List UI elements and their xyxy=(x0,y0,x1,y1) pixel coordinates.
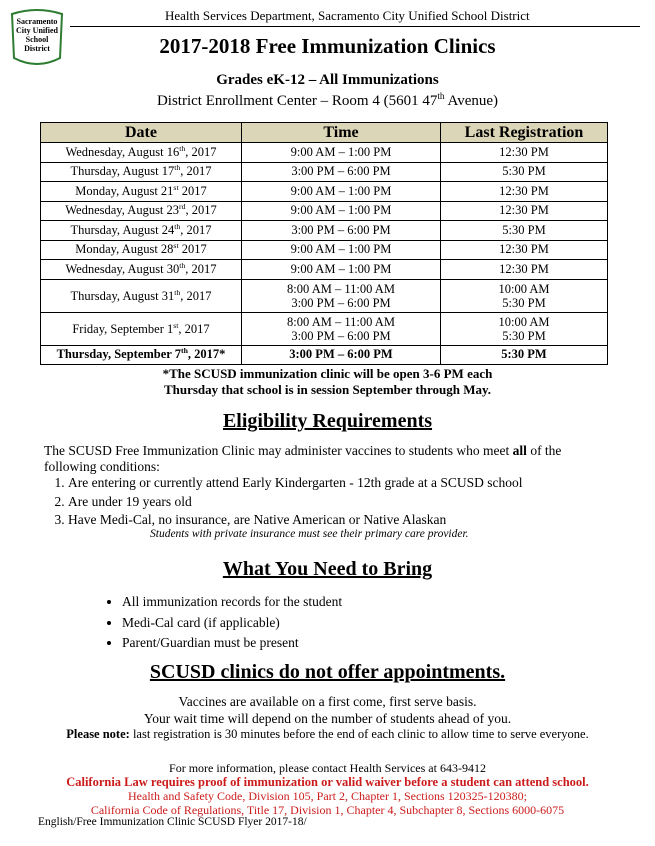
time-range: 3:00 PM – 6:00 PM xyxy=(291,164,391,179)
date-superscript: th xyxy=(179,143,186,153)
cell-date xyxy=(41,240,242,260)
cell-date xyxy=(41,201,242,221)
date-text: Thursday, September 7 xyxy=(56,347,182,362)
table-row xyxy=(41,279,608,312)
table-row xyxy=(41,182,608,202)
serve-line: Vaccines are available on a first come, first serve basis. xyxy=(178,694,477,709)
date-text: Thursday, August 24 xyxy=(70,222,175,237)
list-item: 2. Are under 19 years old xyxy=(68,493,523,512)
cell-last-registration xyxy=(441,201,608,221)
cell-last-registration xyxy=(441,182,608,202)
cell-date xyxy=(41,260,242,280)
last-time: 5:30 PM xyxy=(501,347,547,362)
cell-date xyxy=(41,279,242,312)
serve-info xyxy=(0,694,655,727)
cell-time xyxy=(242,260,441,280)
list-item: 3. Have Medi-Cal, no insurance, are Native American or Native Alaskan xyxy=(68,511,523,530)
cell-last-registration xyxy=(441,345,608,365)
date-text: Monday, August 28 xyxy=(75,242,174,257)
date-year: 2017 xyxy=(178,183,207,198)
last-time: 12:30 PM xyxy=(499,242,549,257)
date-text: Wednesday, August 23 xyxy=(65,203,180,218)
date-year: , 2017 xyxy=(180,164,212,179)
date-year: , 2017 xyxy=(185,261,217,276)
date-superscript: st xyxy=(173,241,179,251)
last-time: 12:30 PM xyxy=(499,183,549,198)
date-text: Thursday, August 17 xyxy=(70,164,175,179)
date-year: , 2017 xyxy=(178,321,210,336)
list-item: • All immunization records for the student xyxy=(122,592,342,613)
cell-last-registration xyxy=(441,260,608,280)
cell-time xyxy=(242,279,441,312)
date-year: , 2017 xyxy=(185,203,217,218)
list-item: 1. Are entering or currently attend Early Kindergarten - 12th grade at a SCUSD school xyxy=(68,474,523,493)
table-row xyxy=(41,201,608,221)
last-time: 5:30 PM xyxy=(502,328,546,343)
location-text-end: Avenue) xyxy=(444,93,499,109)
last-time: 12:30 PM xyxy=(499,144,549,159)
date-superscript: st xyxy=(173,320,179,330)
page-subtitle: Grades eK-12 – All Immunizations xyxy=(216,72,439,88)
time-range: 8:00 AM – 11:00 AM xyxy=(287,314,395,329)
law-code-1: Health and Safety Code, Division 105, Part 2, Chapter 1, Sections 120325-120380; xyxy=(128,789,527,803)
time-range: 8:00 AM – 11:00 AM xyxy=(287,281,395,296)
note-line: *The SCUSD immunization clinic will be open 3-6 PM each xyxy=(162,366,493,381)
date-text: Thursday, August 31 xyxy=(70,288,175,303)
cell-time xyxy=(242,182,441,202)
bring-heading: What You Need to Bring xyxy=(222,558,433,580)
cell-last-registration xyxy=(441,312,608,345)
cell-date xyxy=(41,345,242,365)
header-date: Date xyxy=(41,123,242,143)
cell-time xyxy=(242,201,441,221)
intro-bold: all xyxy=(512,443,527,458)
appointments-heading: SCUSD clinics do not offer appointments. xyxy=(149,661,506,683)
cell-last-registration xyxy=(441,143,608,163)
cell-last-registration xyxy=(441,279,608,312)
table-row xyxy=(41,162,608,182)
registration-note xyxy=(0,727,655,742)
table-row xyxy=(41,345,608,365)
time-range: 9:00 AM – 1:00 PM xyxy=(290,261,392,276)
table-body xyxy=(41,143,608,365)
cell-date xyxy=(41,162,242,182)
table-row xyxy=(41,221,608,241)
time-range: 9:00 AM – 1:00 PM xyxy=(290,203,392,218)
date-superscript: th xyxy=(179,260,186,270)
cell-last-registration xyxy=(441,162,608,182)
date-text: Friday, September 1 xyxy=(72,321,174,336)
eligibility-heading: Eligibility Requirements xyxy=(222,410,433,432)
cell-time xyxy=(242,345,441,365)
logo-text: Sacramento City Unified School District xyxy=(16,17,58,53)
time-range: 9:00 AM – 1:00 PM xyxy=(290,144,392,159)
header-time: Time xyxy=(242,123,441,143)
time-range: 3:00 PM – 6:00 PM xyxy=(291,295,391,310)
law-statement: California Law requires proof of immunization or valid waiver before a student can attend school. xyxy=(66,775,589,789)
cell-date xyxy=(41,143,242,163)
note-text: last registration is 30 minutes before the end of each clinic to allow time to serve everyone. xyxy=(129,727,589,741)
last-time: 10:00 AM xyxy=(498,281,550,296)
date-year: , 2017 xyxy=(185,144,217,159)
location-text: District Enrollment Center – Room 4 (5601 47 xyxy=(156,93,438,109)
thursday-note xyxy=(0,366,655,398)
header-last-registration: Last Registration xyxy=(441,123,608,143)
time-range: 3:00 PM – 6:00 PM xyxy=(291,328,391,343)
last-time: 5:30 PM xyxy=(502,222,546,237)
clinic-schedule-table xyxy=(40,122,608,365)
eligibility-intro xyxy=(44,443,614,475)
contact-block xyxy=(0,761,655,817)
note-label: Please note: xyxy=(66,727,130,741)
table-row xyxy=(41,240,608,260)
date-text: Monday, August 21 xyxy=(75,183,174,198)
cell-time xyxy=(242,221,441,241)
cell-date xyxy=(41,221,242,241)
contact-info: For more information, please contact Health Services at 643-9412 xyxy=(169,761,486,775)
date-superscript: th xyxy=(174,221,181,231)
time-range: 3:00 PM – 6:00 PM xyxy=(289,347,393,362)
list-item: • Parent/Guardian must be present xyxy=(122,633,342,654)
table-row xyxy=(41,143,608,163)
last-time: 5:30 PM xyxy=(502,164,546,179)
private-insurance-note: Students with private insurance must see their primary care provider. xyxy=(150,528,469,540)
table-row xyxy=(41,260,608,280)
location-superscript: th xyxy=(437,92,445,102)
intro-text-end: of the following conditions: xyxy=(44,443,562,474)
last-time: 12:30 PM xyxy=(499,203,549,218)
time-range: 3:00 PM – 6:00 PM xyxy=(291,222,391,237)
header-divider xyxy=(70,26,640,27)
intro-text: The SCUSD Free Immunization Clinic may administer vaccines to students who meet xyxy=(44,443,513,458)
law-code-2: California Code of Regulations, Title 17, Division 1, Chapter 4, Subchapter 8, Sections 6000-6075 xyxy=(90,803,565,817)
last-time: 5:30 PM xyxy=(502,295,546,310)
date-superscript: rd xyxy=(179,202,186,212)
date-text: Wednesday, August 30 xyxy=(65,261,180,276)
last-time: 10:00 AM xyxy=(498,314,550,329)
date-text: Wednesday, August 16 xyxy=(65,144,180,159)
eligibility-list xyxy=(44,474,523,530)
note-line: Thursday that school is in session September through May. xyxy=(163,382,492,397)
table-header-row xyxy=(41,123,608,143)
serve-line: Your wait time will depend on the number of students ahead of you. xyxy=(143,710,512,726)
clinic-location xyxy=(0,93,655,110)
last-time: 12:30 PM xyxy=(499,261,549,276)
time-range: 9:00 AM – 1:00 PM xyxy=(290,183,392,198)
cell-date xyxy=(41,312,242,345)
list-item: • Medi-Cal card (if applicable) xyxy=(122,613,342,634)
date-year: , 2017 xyxy=(180,222,212,237)
cell-time xyxy=(242,143,441,163)
cell-date xyxy=(41,182,242,202)
time-range: 9:00 AM – 1:00 PM xyxy=(290,242,392,257)
header-department: Health Services Department, Sacramento City Unified School District xyxy=(165,8,530,23)
date-year: 2017 xyxy=(178,242,207,257)
bring-list xyxy=(102,592,342,654)
date-year: , 2017* xyxy=(187,347,226,362)
date-superscript: th xyxy=(181,346,188,356)
date-superscript: th xyxy=(174,163,181,173)
cell-last-registration xyxy=(441,240,608,260)
table-row xyxy=(41,312,608,345)
cell-time xyxy=(242,312,441,345)
page-title: 2017-2018 Free Immunization Clinics xyxy=(159,34,496,58)
cell-time xyxy=(242,240,441,260)
date-superscript: th xyxy=(174,287,181,297)
cell-last-registration xyxy=(441,221,608,241)
date-year: , 2017 xyxy=(180,288,212,303)
footer-filename: English/Free Immunization Clinic SCUSD Flyer 2017-18/ xyxy=(38,816,307,828)
date-superscript: st xyxy=(173,182,179,192)
cell-time xyxy=(242,162,441,182)
